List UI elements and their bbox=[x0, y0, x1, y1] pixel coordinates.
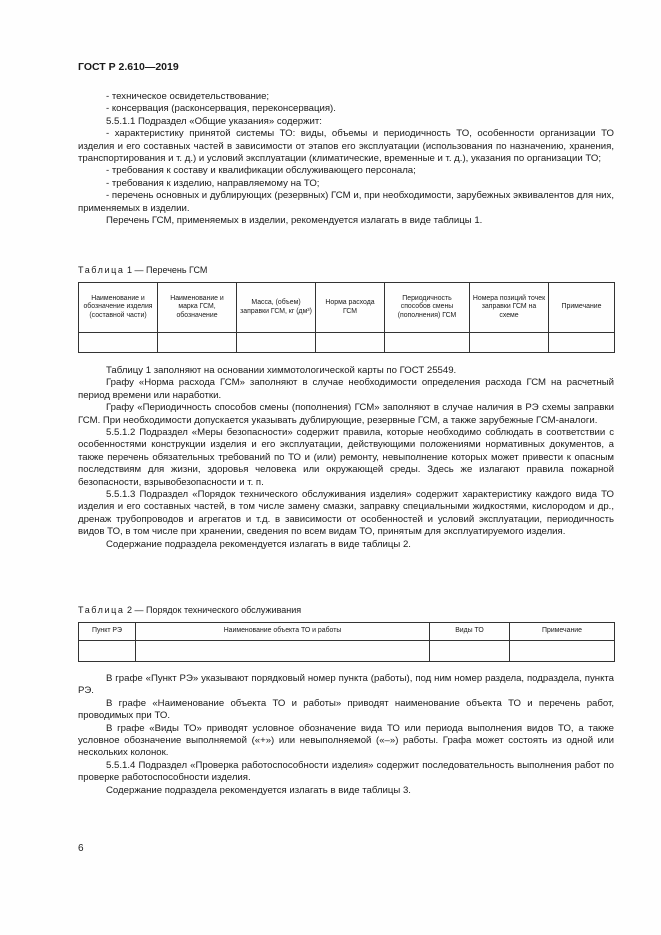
table-cell bbox=[136, 641, 430, 662]
paragraph: 5.5.1.2 Подраздел «Меры безопасности» содержит правила, которые необходимо соблюдать в соответствии с особенностями конструкции изделия и его эксплуатации, действующими положениями нормативных документов, а также перечень обязательных требований по ТО и (или) ремонту, невыполнение которых может привести к опасным последствиям для жизни, здоровья человека или окружающей среды. Здесь же излагают правила пожарной безопасности, взрывобезопасности и т. п. bbox=[78, 427, 614, 488]
table-cell bbox=[316, 333, 385, 353]
table-header-cell: Наименование и обозначение изделия (составной части) bbox=[79, 283, 158, 333]
table-header-cell: Масса, (объем) заправки ГСМ, кг (дм³) bbox=[237, 283, 316, 333]
paragraph: Перечень ГСМ, применяемых в изделии, рекомендуется излагать в виде таблицы 1. bbox=[106, 215, 483, 227]
paragraph: 5.5.1.3 Подраздел «Порядок технического обслуживания изделия» содержит характеристику каждого вида ТО изделия и его составных частей, в том числе замену смазки, заправку специальными жидкостями, кислородом и др., дренаж трубопроводов и агрегатов и т.д. в зависимости от особенностей и условий эксплуатации, периодичность видов ТО, в том числе при хранении, сведения по всем видам ТО, принятым для эксплуатируемого изделия. bbox=[78, 489, 614, 538]
table-cell bbox=[470, 333, 549, 353]
table-1-caption: Таблица 1 — Перечень ГСМ bbox=[78, 265, 208, 275]
paragraph: 5.5.1.4 Подраздел «Проверка работоспособности изделия» содержит последовательность выполнения работ по проверке работоспособности изделия. bbox=[78, 759, 614, 784]
table-cell bbox=[430, 641, 510, 662]
table-cell bbox=[549, 333, 615, 353]
text-block-2 bbox=[78, 365, 614, 551]
paragraph: - перечень основных и дублирующих (резервных) ГСМ и, при необходимости, зарубежных эквивалентов для них, применяемых в изделии. bbox=[78, 190, 614, 214]
table-header-cell: Периодичность способов смены (пополнения) ГСМ bbox=[385, 283, 470, 333]
table-cell bbox=[385, 333, 470, 353]
table-row bbox=[79, 333, 615, 353]
paragraph: - требования к составу и квалификации обслуживающего персонала; bbox=[106, 165, 416, 177]
table-header-cell: Примечание bbox=[549, 283, 615, 333]
paragraph: Графу «Периодичность способов смены (пополнения) ГСМ» заполняют в случае наличия в РЭ схемы заправки ГСМ. При необходимости допускается указывать дублирующие, резервные ГСМ, а также зарубежные ГСМ-аналоги. bbox=[78, 402, 614, 426]
table-header-cell: Норма расхода ГСМ bbox=[316, 283, 385, 333]
paragraph: Графу «Норма расхода ГСМ» заполняют в случае необходимости определения расхода ГСМ на расчетный период времени или наработки. bbox=[78, 377, 614, 401]
table-header-cell: Наименование объекта ТО и работы bbox=[136, 623, 430, 641]
paragraph: Содержание подраздела рекомендуется излагать в виде таблицы 3. bbox=[106, 784, 411, 796]
table-header-cell: Пункт РЭ bbox=[79, 623, 136, 641]
paragraph: 5.5.1.1 Подраздел «Общие указания» содержит: bbox=[106, 115, 322, 127]
paragraph: Содержание подраздела рекомендуется излагать в виде таблицы 2. bbox=[106, 538, 411, 550]
table-cell bbox=[237, 333, 316, 353]
paragraph: В графе «Виды ТО» приводят условное обозначение вида ТО или периода выполнения видов ТО, а также условное обозначение выполняемой («+») или невыполняемой («–») работы. Графа может состоять из одной или нескольких колонок. bbox=[78, 722, 614, 759]
paragraph: Таблицу 1 заполняют на основании химмотологической карты по ГОСТ 25549. bbox=[106, 365, 457, 376]
table-header-cell: Номера позиций точек заправки ГСМ на схеме bbox=[470, 283, 549, 333]
document-header: ГОСТ Р 2.610—2019 bbox=[78, 61, 179, 73]
paragraph: В графе «Пункт РЭ» указывают порядковый номер пункта (работы), под ним номер раздела, подраздела, пункта РЭ. bbox=[78, 673, 614, 697]
paragraph: - характеристику принятой системы ТО: виды, объемы и периодичность ТО, особенности организации ТО изделия и его составных частей в зависимости от этапов его эксплуатации (использования по назначению, хранения, транспортирования и т. д.) и условий эксплуатации (климатические, временные и т. д.), указания по организации ТО; bbox=[78, 128, 614, 165]
table-header-row bbox=[79, 623, 615, 641]
table-header-cell: Виды ТО bbox=[430, 623, 510, 641]
table-2 bbox=[78, 622, 615, 662]
table-cell bbox=[79, 333, 158, 353]
table-row bbox=[79, 641, 615, 662]
table-cell bbox=[79, 641, 136, 662]
paragraph: - консервация (расконсервация, переконсервация). bbox=[106, 103, 336, 115]
table-cell bbox=[510, 641, 615, 662]
paragraph: - требования к изделию, направляемому на ТО; bbox=[106, 177, 320, 189]
paragraph: В графе «Наименование объекта ТО и работы» приводят наименование объекта ТО и перечень работ, проводимых при ТО. bbox=[78, 697, 614, 722]
table-1 bbox=[78, 282, 615, 353]
table-cell bbox=[158, 333, 237, 353]
table-header-cell: Наименование и марка ГСМ, обозначение bbox=[158, 283, 237, 333]
paragraph: - техническое освидетельствование; bbox=[106, 91, 270, 102]
text-block-3 bbox=[78, 673, 614, 797]
table-header-row bbox=[79, 283, 615, 333]
page-number: 6 bbox=[78, 843, 84, 854]
table-2-caption: Таблица 2 — Порядок технического обслуживания bbox=[78, 605, 302, 615]
table-header-cell: Примечание bbox=[510, 623, 615, 641]
text-block-1 bbox=[78, 91, 614, 227]
